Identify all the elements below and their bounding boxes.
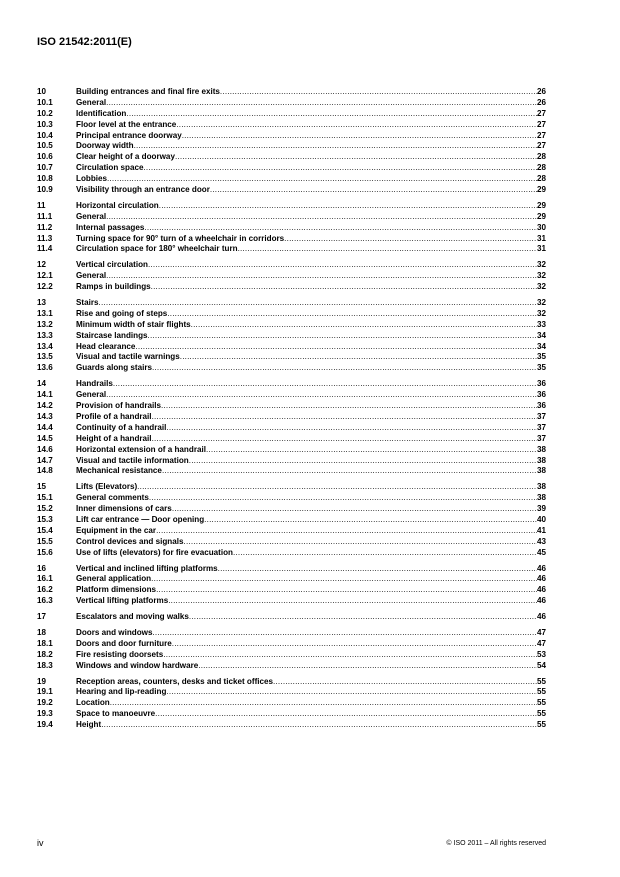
toc-dot-leader bbox=[156, 526, 537, 537]
toc-dot-leader bbox=[151, 574, 537, 585]
toc-entry-page: 32 bbox=[536, 282, 546, 292]
toc-entry-title: Hearing and lip-reading bbox=[76, 687, 167, 697]
toc-entry-number: 10.3 bbox=[37, 119, 53, 129]
toc-dot-leader bbox=[220, 87, 537, 98]
toc-entry-title: Profile of a handrail bbox=[76, 411, 152, 421]
toc-dot-leader bbox=[162, 466, 537, 477]
toc-dot-leader bbox=[166, 687, 537, 698]
toc-entry[interactable] bbox=[37, 234, 546, 245]
toc-entry-title: Vertical and inclined lifting platforms bbox=[76, 563, 218, 573]
toc-entry-number: 15.3 bbox=[37, 514, 53, 524]
toc-entry-title: Circulation space for 180° wheelchair turn bbox=[76, 244, 238, 254]
page-number: iv bbox=[37, 838, 44, 848]
toc-entry[interactable] bbox=[37, 515, 546, 526]
toc-entry-title: Circulation space bbox=[76, 163, 144, 173]
toc-entry-page: 47 bbox=[536, 627, 546, 637]
toc-entry-number: 17 bbox=[37, 612, 47, 622]
toc-entry-number: 11.1 bbox=[37, 211, 53, 221]
toc-entry[interactable] bbox=[37, 537, 546, 548]
toc-entry-number: 14.8 bbox=[37, 466, 53, 476]
toc-entry-page: 31 bbox=[536, 244, 546, 254]
toc-entry-page: 35 bbox=[536, 352, 546, 362]
toc-entry-page: 37 bbox=[536, 411, 546, 421]
toc-entry-page: 46 bbox=[536, 612, 546, 622]
toc-entry-number: 10.7 bbox=[37, 163, 53, 173]
toc-entry-title: Provision of handrails bbox=[76, 401, 162, 411]
toc-dot-leader bbox=[180, 352, 537, 363]
toc-entry[interactable] bbox=[37, 141, 546, 152]
toc-entry-page: 39 bbox=[536, 504, 546, 514]
toc-entry-number: 11.2 bbox=[37, 222, 53, 232]
toc-entry-number: 14.7 bbox=[37, 455, 53, 465]
toc-entry[interactable] bbox=[37, 661, 546, 672]
toc-entry-number: 10 bbox=[37, 87, 47, 96]
toc-entry-title: Head clearance bbox=[76, 341, 136, 351]
toc-entry-title: Reception areas, counters, desks and ticket offices bbox=[76, 676, 274, 686]
toc-entry-number: 10.4 bbox=[37, 130, 53, 140]
toc-entry-title: Lifts (Elevators) bbox=[76, 482, 138, 492]
toc-entry-page: 40 bbox=[536, 514, 546, 524]
toc-entry-number: 13.2 bbox=[37, 319, 53, 329]
toc-dot-leader bbox=[143, 163, 537, 174]
toc-section bbox=[37, 628, 546, 672]
toc-entry[interactable] bbox=[37, 379, 546, 390]
toc-entry-title: Space to manoeuvre bbox=[76, 709, 156, 719]
toc-entry-page: 34 bbox=[536, 341, 546, 351]
toc-entry-title: Mechanical resistance bbox=[76, 466, 162, 476]
toc-entry-page: 28 bbox=[536, 163, 546, 173]
toc-entry-title: Lobbies bbox=[76, 174, 108, 184]
toc-entry-number: 14 bbox=[37, 379, 47, 389]
toc-entry-title: Handrails bbox=[76, 379, 113, 389]
toc-entry-page: 46 bbox=[536, 574, 546, 584]
toc-entry[interactable] bbox=[37, 526, 546, 537]
toc-section bbox=[37, 612, 546, 623]
toc-entry[interactable] bbox=[37, 650, 546, 661]
toc-entry[interactable] bbox=[37, 87, 546, 98]
toc-entry-title: Vertical circulation bbox=[76, 260, 148, 270]
toc-entry-number: 16.1 bbox=[37, 574, 53, 584]
toc-entry-title: Platform dimensions bbox=[76, 585, 157, 595]
toc-dot-leader bbox=[218, 564, 537, 575]
toc-entry[interactable] bbox=[37, 596, 546, 607]
toc-entry-number: 11.4 bbox=[37, 244, 53, 254]
toc-entry-page: 41 bbox=[536, 525, 546, 535]
toc-dot-leader bbox=[148, 331, 537, 342]
toc-entry-number: 15.5 bbox=[37, 536, 53, 546]
toc-entry-title: General bbox=[76, 390, 107, 400]
toc-dot-leader bbox=[172, 639, 537, 650]
toc-entry-title: Control devices and signals bbox=[76, 536, 184, 546]
toc-dot-leader bbox=[161, 401, 537, 412]
toc-dot-leader bbox=[110, 698, 537, 709]
toc-entry[interactable] bbox=[37, 363, 546, 374]
toc-dot-leader bbox=[204, 515, 537, 526]
toc-entry-number: 14.6 bbox=[37, 444, 53, 454]
toc-entry-title: Lift car entrance — Door opening bbox=[76, 514, 205, 524]
toc-entry-number: 10.1 bbox=[37, 97, 53, 107]
toc-entry[interactable] bbox=[37, 677, 546, 688]
toc-dot-leader bbox=[233, 548, 537, 559]
toc-entry-page: 38 bbox=[536, 455, 546, 465]
toc-entry-title: Vertical lifting platforms bbox=[76, 596, 169, 606]
table-of-contents bbox=[37, 87, 546, 736]
toc-entry[interactable] bbox=[37, 342, 546, 353]
toc-entry-number: 14.1 bbox=[37, 390, 53, 400]
toc-section bbox=[37, 298, 546, 374]
toc-entry-page: 55 bbox=[536, 709, 546, 719]
toc-entry[interactable] bbox=[37, 687, 546, 698]
toc-dot-leader bbox=[206, 445, 537, 456]
toc-entry-title: Height bbox=[76, 720, 102, 730]
toc-entry[interactable] bbox=[37, 564, 546, 575]
toc-entry-page: 36 bbox=[536, 379, 546, 389]
toc-dot-leader bbox=[182, 131, 537, 142]
toc-dot-leader bbox=[101, 720, 537, 731]
toc-entry[interactable] bbox=[37, 244, 546, 255]
toc-entry[interactable] bbox=[37, 352, 546, 363]
toc-entry-number: 19.2 bbox=[37, 698, 53, 708]
toc-entry[interactable] bbox=[37, 434, 546, 445]
toc-entry[interactable] bbox=[37, 201, 546, 212]
toc-entry-page: 26 bbox=[536, 87, 546, 96]
toc-entry-number: 13.5 bbox=[37, 352, 53, 362]
toc-dot-leader bbox=[152, 412, 537, 423]
toc-entry[interactable] bbox=[37, 639, 546, 650]
toc-entry-page: 27 bbox=[536, 108, 546, 118]
toc-entry[interactable] bbox=[37, 320, 546, 331]
toc-entry[interactable] bbox=[37, 548, 546, 559]
toc-dot-leader bbox=[284, 234, 537, 245]
toc-entry-page: 36 bbox=[536, 390, 546, 400]
toc-entry-number: 10.8 bbox=[37, 174, 53, 184]
toc-entry-number: 11 bbox=[37, 200, 46, 210]
toc-entry[interactable] bbox=[37, 152, 546, 163]
toc-dot-leader bbox=[155, 709, 537, 720]
toc-dot-leader bbox=[149, 493, 537, 504]
toc-dot-leader bbox=[198, 661, 537, 672]
toc-section bbox=[37, 482, 546, 558]
toc-entry-title: Use of lifts (elevators) for fire evacuation bbox=[76, 547, 233, 557]
toc-entry-page: 32 bbox=[536, 260, 546, 270]
toc-entry[interactable] bbox=[37, 109, 546, 120]
toc-dot-leader bbox=[191, 320, 537, 331]
toc-entry[interactable] bbox=[37, 504, 546, 515]
toc-entry[interactable] bbox=[37, 401, 546, 412]
toc-entry[interactable] bbox=[37, 120, 546, 131]
toc-entry-title: Staircase landings bbox=[76, 330, 148, 340]
toc-entry[interactable] bbox=[37, 282, 546, 293]
toc-entry-page: 55 bbox=[536, 676, 546, 686]
toc-dot-leader bbox=[172, 504, 537, 515]
toc-entry[interactable] bbox=[37, 98, 546, 109]
toc-entry-number: 18 bbox=[37, 627, 47, 637]
toc-entry-page: 28 bbox=[536, 152, 546, 162]
toc-entry-number: 14.2 bbox=[37, 401, 53, 411]
toc-entry-page: 33 bbox=[536, 319, 546, 329]
toc-entry[interactable] bbox=[37, 456, 546, 467]
toc-entry-page: 27 bbox=[536, 130, 546, 140]
toc-entry-title: Horizontal extension of a handrail bbox=[76, 444, 206, 454]
toc-dot-leader bbox=[106, 271, 537, 282]
toc-entry[interactable] bbox=[37, 271, 546, 282]
toc-entry-number: 10.5 bbox=[37, 141, 53, 151]
toc-dot-leader bbox=[135, 342, 537, 353]
toc-dot-leader bbox=[189, 456, 537, 467]
toc-entry-number: 13.3 bbox=[37, 330, 53, 340]
toc-dot-leader bbox=[168, 596, 537, 607]
toc-entry[interactable] bbox=[37, 174, 546, 185]
toc-entry-title: Building entrances and final fire exits bbox=[76, 87, 220, 96]
toc-entry-title: Turning space for 90° turn of a wheelchair in corridors bbox=[76, 233, 285, 243]
toc-dot-leader bbox=[152, 434, 537, 445]
toc-entry-page: 38 bbox=[536, 493, 546, 503]
toc-entry-page: 47 bbox=[536, 638, 546, 648]
toc-dot-leader bbox=[106, 212, 537, 223]
toc-entry-number: 10.9 bbox=[37, 185, 53, 195]
toc-entry-title: Doors and door furniture bbox=[76, 638, 172, 648]
toc-entry-title: Doorway width bbox=[76, 141, 134, 151]
toc-entry-page: 28 bbox=[536, 174, 546, 184]
toc-dot-leader bbox=[152, 628, 537, 639]
toc-dot-leader bbox=[273, 677, 537, 688]
toc-entry[interactable] bbox=[37, 163, 546, 174]
toc-entry-title: Escalators and moving walks bbox=[76, 612, 189, 622]
toc-entry-number: 12.1 bbox=[37, 271, 53, 281]
toc-section bbox=[37, 379, 546, 477]
toc-entry-title: Visibility through an entrance door bbox=[76, 185, 210, 195]
toc-entry-number: 13.6 bbox=[37, 363, 53, 373]
toc-entry-title: General bbox=[76, 97, 107, 107]
toc-entry[interactable] bbox=[37, 390, 546, 401]
toc-entry-title: Windows and window hardware bbox=[76, 660, 199, 670]
toc-dot-leader bbox=[126, 109, 537, 120]
toc-entry-number: 10.2 bbox=[37, 108, 53, 118]
toc-entry-number: 13.1 bbox=[37, 308, 53, 318]
toc-entry-number: 13.4 bbox=[37, 341, 53, 351]
toc-dot-leader bbox=[99, 298, 537, 309]
toc-entry-title: Visual and tactile warnings bbox=[76, 352, 180, 362]
toc-entry-page: 29 bbox=[536, 211, 546, 221]
toc-dot-leader bbox=[156, 585, 537, 596]
toc-entry[interactable] bbox=[37, 612, 546, 623]
document-header: ISO 21542:2011(E) bbox=[37, 36, 132, 48]
toc-entry-page: 53 bbox=[536, 649, 546, 659]
toc-entry[interactable] bbox=[37, 331, 546, 342]
toc-dot-leader bbox=[107, 174, 537, 185]
toc-entry-number: 15 bbox=[37, 482, 47, 492]
toc-entry-title: Guards along stairs bbox=[76, 363, 153, 373]
toc-dot-leader bbox=[210, 185, 537, 196]
toc-entry-title: Floor level at the entrance bbox=[76, 119, 177, 129]
toc-dot-leader bbox=[137, 482, 537, 493]
toc-dot-leader bbox=[144, 223, 537, 234]
toc-entry[interactable] bbox=[37, 309, 546, 320]
toc-entry-page: 55 bbox=[536, 698, 546, 708]
toc-entry[interactable] bbox=[37, 298, 546, 309]
toc-entry-number: 12 bbox=[37, 260, 47, 270]
toc-entry-title: Principal entrance doorway bbox=[76, 130, 182, 140]
toc-entry-title: Rise and going of steps bbox=[76, 308, 168, 318]
toc-dot-leader bbox=[167, 309, 537, 320]
toc-entry-page: 30 bbox=[536, 222, 546, 232]
toc-entry-number: 12.2 bbox=[37, 282, 53, 292]
toc-entry-page: 31 bbox=[536, 233, 546, 243]
toc-dot-leader bbox=[152, 363, 537, 374]
toc-entry-number: 16 bbox=[37, 563, 47, 573]
toc-entry-page: 43 bbox=[536, 536, 546, 546]
toc-entry-title: Height of a handrail bbox=[76, 433, 152, 443]
toc-entry[interactable] bbox=[37, 212, 546, 223]
toc-entry-number: 19.3 bbox=[37, 709, 53, 719]
toc-dot-leader bbox=[106, 390, 537, 401]
toc-dot-leader bbox=[151, 282, 537, 293]
toc-entry-page: 38 bbox=[536, 482, 546, 492]
toc-entry-number: 18.1 bbox=[37, 638, 53, 648]
toc-entry-number: 19 bbox=[37, 676, 47, 686]
toc-dot-leader bbox=[176, 120, 537, 131]
toc-entry-number: 10.6 bbox=[37, 152, 53, 162]
toc-entry-number: 16.3 bbox=[37, 596, 53, 606]
toc-entry-page: 55 bbox=[536, 687, 546, 697]
toc-section bbox=[37, 564, 546, 608]
toc-entry[interactable] bbox=[37, 445, 546, 456]
toc-entry-title: Internal passages bbox=[76, 222, 145, 232]
toc-entry[interactable] bbox=[37, 628, 546, 639]
toc-entry-number: 19.1 bbox=[37, 687, 53, 697]
toc-entry-page: 46 bbox=[536, 563, 546, 573]
toc-dot-leader bbox=[238, 244, 537, 255]
toc-entry-number: 11.3 bbox=[37, 233, 53, 243]
toc-dot-leader bbox=[163, 650, 537, 661]
toc-entry-number: 15.6 bbox=[37, 547, 53, 557]
toc-entry-title: Equipment in the car bbox=[76, 525, 157, 535]
toc-dot-leader bbox=[148, 260, 537, 271]
toc-dot-leader bbox=[189, 612, 537, 623]
toc-dot-leader bbox=[184, 537, 537, 548]
toc-entry-number: 16.2 bbox=[37, 585, 53, 595]
toc-entry-page: 32 bbox=[536, 271, 546, 281]
toc-entry-title: Fire resisting doorsets bbox=[76, 649, 164, 659]
copyright-notice: © ISO 2011 – All rights reserved bbox=[446, 840, 546, 847]
toc-entry-page: 32 bbox=[536, 298, 546, 308]
toc-dot-leader bbox=[106, 98, 537, 109]
toc-entry-title: Visual and tactile information bbox=[76, 455, 189, 465]
toc-entry-page: 46 bbox=[536, 596, 546, 606]
toc-entry-number: 14.4 bbox=[37, 422, 53, 432]
toc-entry-page: 54 bbox=[536, 660, 546, 670]
toc-entry-title: Doors and windows bbox=[76, 627, 153, 637]
toc-section bbox=[37, 87, 546, 196]
toc-section bbox=[37, 201, 546, 255]
toc-entry-number: 15.1 bbox=[37, 493, 53, 503]
toc-entry[interactable] bbox=[37, 574, 546, 585]
toc-entry-number: 15.4 bbox=[37, 525, 53, 535]
toc-section bbox=[37, 260, 546, 293]
toc-entry-page: 29 bbox=[536, 200, 546, 210]
toc-dot-leader bbox=[159, 201, 537, 212]
toc-entry-page: 34 bbox=[536, 330, 546, 340]
toc-entry[interactable] bbox=[37, 466, 546, 477]
toc-entry-title: Clear height of a doorway bbox=[76, 152, 175, 162]
toc-entry-number: 13 bbox=[37, 298, 47, 308]
toc-entry[interactable] bbox=[37, 698, 546, 709]
toc-entry-page: 45 bbox=[536, 547, 546, 557]
toc-entry-number: 19.4 bbox=[37, 720, 53, 730]
toc-entry-page: 37 bbox=[536, 422, 546, 432]
toc-entry-page: 29 bbox=[536, 185, 546, 195]
toc-entry-page: 32 bbox=[536, 308, 546, 318]
toc-entry[interactable] bbox=[37, 493, 546, 504]
toc-dot-leader bbox=[166, 423, 537, 434]
toc-entry-title: Ramps in buildings bbox=[76, 282, 151, 292]
toc-entry-page: 26 bbox=[536, 97, 546, 107]
toc-entry[interactable] bbox=[37, 423, 546, 434]
toc-entry-number: 14.5 bbox=[37, 433, 53, 443]
toc-entry-page: 27 bbox=[536, 119, 546, 129]
toc-entry-title: General bbox=[76, 211, 107, 221]
toc-entry-page: 27 bbox=[536, 141, 546, 151]
toc-entry-page: 35 bbox=[536, 363, 546, 373]
toc-entry-number: 14.3 bbox=[37, 411, 53, 421]
toc-entry-title: General bbox=[76, 271, 107, 281]
toc-entry-page: 38 bbox=[536, 466, 546, 476]
toc-dot-leader bbox=[113, 379, 537, 390]
toc-entry-number: 15.2 bbox=[37, 504, 53, 514]
toc-entry-title: Location bbox=[76, 698, 110, 708]
toc-entry[interactable] bbox=[37, 720, 546, 731]
toc-entry[interactable] bbox=[37, 709, 546, 720]
toc-entry[interactable] bbox=[37, 585, 546, 596]
toc-section bbox=[37, 677, 546, 731]
toc-entry-page: 37 bbox=[536, 433, 546, 443]
toc-entry-title: General comments bbox=[76, 493, 149, 503]
toc-entry[interactable] bbox=[37, 131, 546, 142]
toc-entry-title: General application bbox=[76, 574, 152, 584]
toc-entry-page: 55 bbox=[536, 720, 546, 730]
toc-entry-number: 18.2 bbox=[37, 649, 53, 659]
toc-dot-leader bbox=[175, 152, 537, 163]
toc-entry[interactable] bbox=[37, 223, 546, 234]
toc-entry-page: 46 bbox=[536, 585, 546, 595]
toc-entry-page: 36 bbox=[536, 401, 546, 411]
toc-entry-title: Minimum width of stair flights bbox=[76, 319, 191, 329]
toc-entry-title: Stairs bbox=[76, 298, 99, 308]
toc-entry-number: 18.3 bbox=[37, 660, 53, 670]
toc-entry[interactable] bbox=[37, 412, 546, 423]
toc-entry[interactable] bbox=[37, 482, 546, 493]
toc-entry-page: 38 bbox=[536, 444, 546, 454]
toc-entry-title: Horizontal circulation bbox=[76, 200, 159, 210]
toc-entry-title: Identification bbox=[76, 108, 127, 118]
toc-entry-title: Continuity of a handrail bbox=[76, 422, 167, 432]
toc-entry[interactable] bbox=[37, 260, 546, 271]
toc-entry-title: Inner dimensions of cars bbox=[76, 504, 172, 514]
toc-dot-leader bbox=[134, 141, 537, 152]
toc-entry[interactable] bbox=[37, 185, 546, 196]
